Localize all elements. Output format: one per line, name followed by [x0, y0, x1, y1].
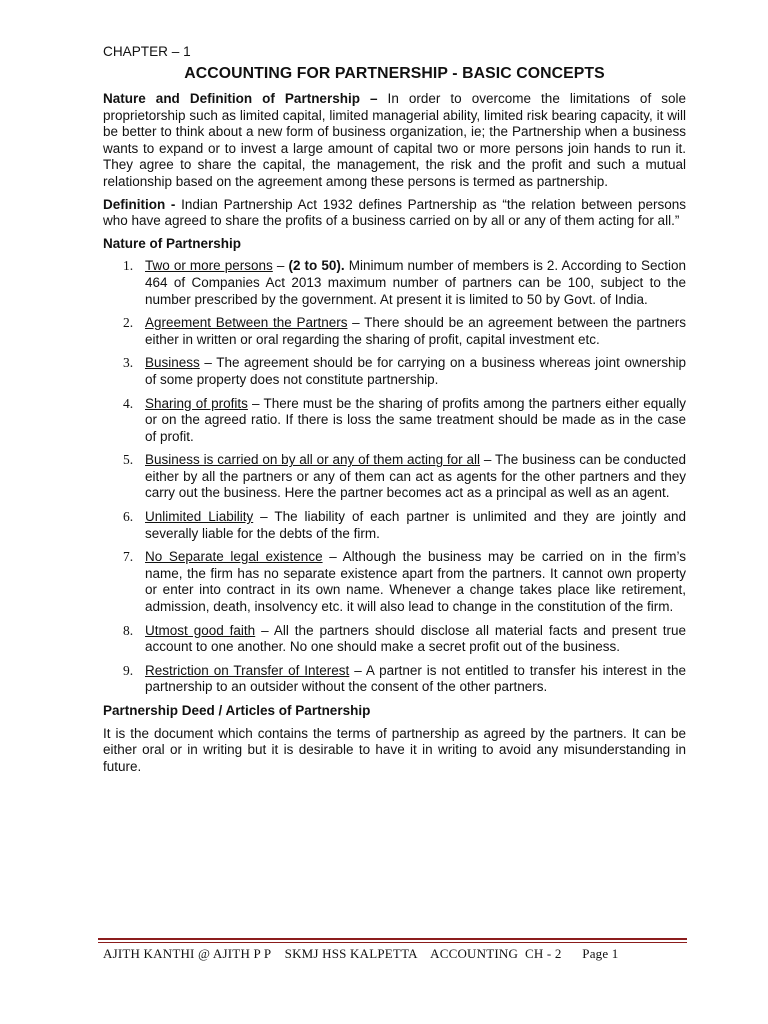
- list-item-title: Business: [145, 355, 200, 371]
- list-item: [103, 396, 686, 446]
- definition-label: Definition -: [103, 196, 176, 212]
- nature-definition-paragraph: [103, 91, 686, 191]
- list-item-separator: –: [199, 355, 217, 371]
- list-item-emphasis: (2 to 50).: [288, 258, 345, 274]
- list-item-number: 8.: [123, 622, 134, 638]
- list-item: [103, 623, 686, 656]
- nature-list: [103, 258, 686, 696]
- list-item-separator: –: [347, 315, 365, 331]
- list-item-text: Minimum number of members is 2. According to Section 464 of Companies Act 2013 maximum number of partners can be 100, subject to the number prescribed by the government. At present it is limited to 50 by Govt. of India.: [145, 258, 686, 307]
- footer-author: AJITH KANTHI @ AJITH P P: [103, 946, 271, 961]
- list-item: [103, 315, 686, 348]
- footer-rule-thin: [98, 942, 687, 943]
- list-item: [103, 549, 686, 615]
- page-title: ACCOUNTING FOR PARTNERSHIP - BASIC CONCEPTS: [184, 65, 605, 82]
- list-item-separator: –: [247, 395, 264, 411]
- list-item-text: Although the business may be carried on in the firm’s name, the firm has no separate existence apart from the partners. It cannot own property or enter into contract in its own name. Whenever a change takes place like retirement, admission, death, insolvency etc. it will also lead to change in the constitution of the firm.: [145, 549, 687, 615]
- list-item-separator: –: [349, 662, 366, 678]
- list-item: [103, 452, 686, 502]
- footer-school: SKMJ HSS KALPETTA: [284, 946, 418, 961]
- list-item-title: Two or more persons: [145, 258, 273, 274]
- definition-text: Indian Partnership Act 1932 defines Partnership as “the relation between persons who have agreed to share the profits of a business carried on by all or any of them acting for all.”: [103, 196, 686, 229]
- list-item-title: Utmost good faith: [145, 622, 256, 638]
- list-item-separator: –: [255, 622, 274, 638]
- list-item: [103, 258, 686, 308]
- nature-definition-text: In order to overcome the limitations of sole proprietorship such as limited capital, limited managerial ability, limited risk bearing capacity, it will be better to think about a new form of business organization, ie; the Partnership when a business wants to expand or to invest a large amount of capital two or more persons join hands to run it. They agree to share the capital, the management, the risk and the profit and such a mutual relationship based on the agreement among these persons is termed as partnership.: [103, 91, 687, 189]
- list-item-title: Unlimited Liability: [145, 509, 254, 525]
- nature-definition-label: Nature and Definition of Partnership –: [103, 91, 378, 106]
- deed-paragraph: It is the document which contains the terms of partnership as agreed by the partners. It can be either oral or in writing but it is desirable to have it in writing to avoid any misunderstanding in future.: [103, 725, 686, 774]
- list-item-number: 4.: [123, 395, 134, 411]
- list-item: [103, 509, 686, 542]
- list-item-separator: –: [253, 509, 275, 525]
- footer-rule-thick: [98, 938, 687, 940]
- chapter-label: CHAPTER – 1: [103, 44, 191, 59]
- list-item-title: Business is carried on by all or any of them acting for all: [145, 452, 481, 468]
- nature-heading: Nature of Partnership: [103, 235, 242, 251]
- list-item-text: The agreement should be for carrying on a business whereas joint ownership of some property does not constitute partnership.: [145, 355, 687, 387]
- definition-paragraph: [103, 197, 686, 230]
- document-page: [103, 44, 686, 775]
- footer-page: Page 1: [582, 946, 619, 961]
- list-item-title: Sharing of profits: [145, 395, 248, 411]
- deed-heading: Partnership Deed / Articles of Partnership: [103, 703, 371, 718]
- list-item-separator: –: [272, 258, 289, 274]
- list-item-text: A partner is not entitled to transfer his interest in the partnership to an outsider without the consent of the other partners.: [145, 662, 687, 695]
- list-item: [103, 663, 686, 696]
- list-item-text: The business can be conducted either by all the partners or any of them can act as agents for the other partners and they carry out the business. Here the partner becomes act as a principal as well as an agent.: [145, 452, 686, 501]
- list-item-title: No Separate legal existence: [145, 549, 323, 565]
- list-item-separator: –: [322, 549, 343, 565]
- list-item-number: 6.: [123, 509, 134, 525]
- list-item-separator: –: [480, 452, 495, 468]
- list-item-text: There should be an agreement between the partners either in written or oral regarding the sharing of profit, capital investment etc.: [145, 315, 686, 347]
- list-item-number: 1.: [123, 258, 134, 274]
- list-item-number: 3.: [123, 355, 134, 371]
- list-item-number: 9.: [123, 662, 134, 678]
- list-item-number: 5.: [123, 452, 134, 468]
- list-item-title: Restriction on Transfer of Interest: [145, 662, 350, 678]
- list-item-text: The liability of each partner is unlimited and they are jointly and severally liable for the debts of the firm.: [145, 509, 686, 541]
- list-item-number: 2.: [123, 315, 134, 331]
- list-item-title: Agreement Between the Partners: [145, 315, 348, 331]
- list-item: [103, 355, 686, 388]
- page-footer: [103, 946, 686, 962]
- footer-subject: ACCOUNTING CH - 2: [430, 946, 562, 961]
- list-item-text: All the partners should disclose all material facts and present true account to one another. No one should make a secret profit out of the business.: [145, 622, 687, 655]
- list-item-number: 7.: [123, 549, 134, 565]
- list-item-text: There must be the sharing of profits among the partners either equally or on the agreed ratio. If there is loss the same treatment should be made as in the case of profit.: [145, 395, 687, 444]
